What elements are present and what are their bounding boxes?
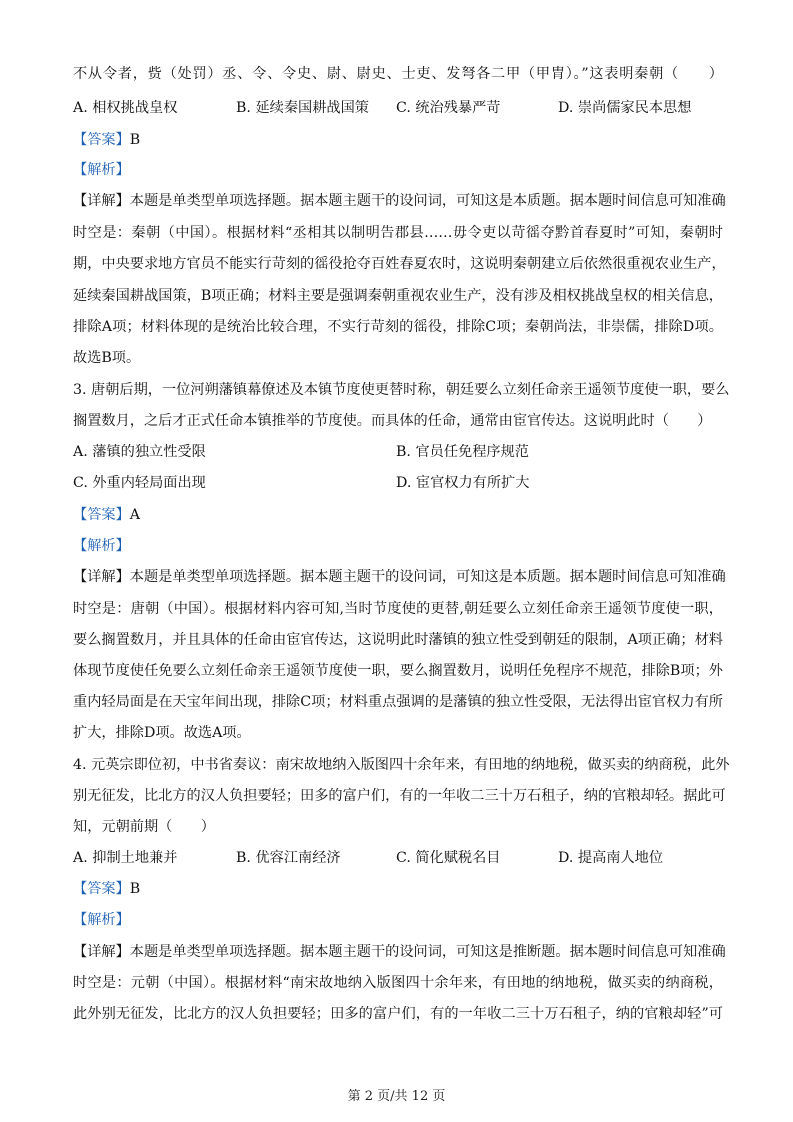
q4-option-a: A. 抑制土地兼并 [73, 850, 178, 866]
q4-analysis-label: 【解析】 [73, 912, 130, 928]
q3-analysis-label: 【解析】 [73, 538, 130, 554]
q2-option-c: C. 统治残暴严苛 [396, 100, 501, 116]
q2-detail-line: 故选B项。 [73, 350, 141, 366]
q4-option-b: B. 优容江南经济 [236, 850, 341, 866]
q2-detail-line: 排除A项；材料体现的是统治比较合理，不实行苛刻的徭役，排除C项；秦朝尚法，非崇儒，排除D项。 [73, 319, 723, 335]
page-number: 第 2 页/共 12 页 [347, 1089, 446, 1104]
q2-answer-label: 【答案】 [73, 132, 130, 148]
q2-option-a: A. 相权挑战皇权 [73, 100, 178, 116]
q4-option-c: C. 简化赋税名目 [396, 850, 501, 866]
q2-stem-tail: 不从令者，赀（处罚）丞、令、令史、尉、尉史、士吏、发弩各二甲（甲胄）。”这表明秦朝（ ） [73, 66, 723, 82]
q4-stem-line: 知，元朝前期（ ） [73, 819, 215, 835]
q2-answer-value: B [129, 132, 141, 148]
q3-detail-line: 要么搁置数月，并且具体的任命由宦官传达，这说明此时藩镇的独立性受到朝廷的限制，A项正确；材料 [73, 632, 723, 648]
q2-answer [73, 130, 723, 150]
q4-detail-line: 时空是：元朝（中国）。根据材料“南宋故地纳入版图四十余年来，有田地的纳地税，做买卖的纳商税， [73, 975, 723, 991]
q3-detail-line: 体现节度使任免要么立刻任命亲王遥领节度使一职，要么搁置数月，说明任免程序不规范，排除B项；外 [73, 663, 723, 679]
q4-detail-line: 【详解】本题是单类型单项选择题。据本题主题干的设问词，可知这是推断题。据本题时间信息可知准确 [73, 944, 726, 960]
q2-detail-line: 延续秦国耕战国策，B项正确；材料主要是强调秦朝重视农业生产，没有涉及相权挑战皇权的相关信息， [73, 288, 723, 304]
q3-answer-value: A [129, 507, 141, 523]
q4-detail-line: 此外别无征发，比北方的汉人负担要轻；田多的富户们，有的一年收二三十万石租子，纳的官粮却轻”可 [73, 1006, 723, 1022]
q4-answer-value: B [129, 881, 141, 897]
q4-answer [73, 879, 723, 899]
q4-stem-line: 别无征发，比北方的汉人负担要轻；田多的富户们，有的一年收二三十万石租子，纳的官粮却轻。据此可 [73, 788, 726, 804]
q2-analysis-label: 【解析】 [73, 162, 130, 178]
q2-detail-line: 期，中央要求地方官员不能实行苛刻的徭役抢夺百姓春夏农时，这说明秦朝建立后依然很重视农业生产， [73, 256, 726, 272]
q4-answer-label: 【答案】 [73, 881, 130, 897]
q3-answer [73, 505, 723, 525]
q3-option-c: C. 外重内轻局面出现 [73, 475, 206, 491]
q2-detail-line: 【详解】本题是单类型单项选择题。据本题主题干的设问词，可知这是本质题。据本题时间信息可知准确 [73, 193, 726, 209]
q2-option-d: D. 崇尚儒家民本思想 [558, 100, 692, 116]
q3-answer-label: 【答案】 [73, 507, 130, 523]
q3-stem-line: 3. 唐朝后期，一位河朔藩镇幕僚述及本镇节度使更替时称，朝廷要么立刻任命亲王遥领节度使一职，要么 [73, 382, 730, 398]
q4-stem-line: 4. 元英宗即位初，中书省奏议：南宋故地纳入版图四十余年来，有田地的纳地税，做买卖的纳商税，此外 [73, 757, 730, 773]
q3-stem-line: 搁置数月，之后才正式任命本镇推举的节度使。而具体的任命，通常由宦官传达。这说明此时（ ） [73, 413, 712, 429]
q3-detail-line: 时空是：唐朝（中国）。根据材料内容可知,当时节度使的更替,朝廷要么立刻任命亲王遥领节度使一职， [73, 601, 723, 617]
q3-option-a: A. 藩镇的独立性受限 [73, 444, 206, 460]
q3-detail-line: 重内轻局面是在天宝年间出现，排除C项；材料重点强调的是藩镇的独立性受限，无法得出宦官权力有所 [73, 694, 723, 710]
q4-option-d: D. 提高南人地位 [558, 850, 664, 866]
q2-option-b: B. 延续秦国耕战国策 [236, 100, 369, 116]
q3-option-d: D. 宦官权力有所扩大 [396, 475, 530, 491]
q3-option-b: B. 官员任免程序规范 [396, 444, 529, 460]
q2-detail-line: 时空是：秦朝（中国）。根据材料“丞相其以制明告郡县……毋令吏以苛徭夺黔首春夏时”可知，秦朝时 [73, 225, 723, 241]
q3-detail-line: 扩大，排除D项。故选A项。 [73, 725, 251, 741]
q3-detail-line: 【详解】本题是单类型单项选择题。据本题主题干的设问词，可知这是本质题。据本题时间信息可知准确 [73, 569, 726, 585]
